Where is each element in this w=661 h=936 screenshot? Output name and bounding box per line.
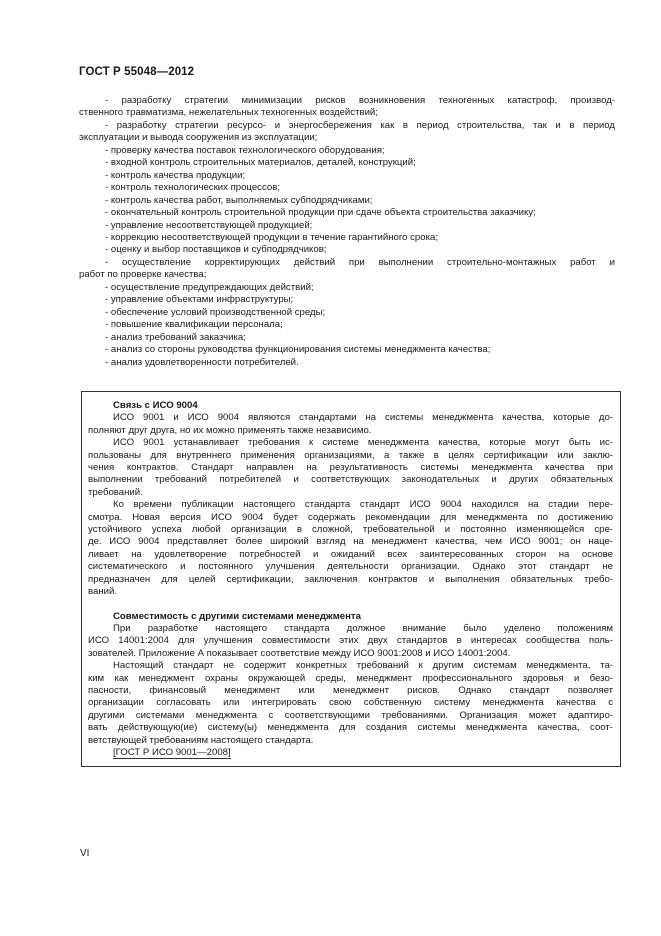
- document-header: ГОСТ Р 55048—2012: [79, 66, 195, 78]
- box-text-line: ИСО 9001 устанавливает требования к системе менеджмента качества, которые могут быть ис-: [113, 437, 613, 449]
- page-number: VI: [80, 848, 90, 859]
- list-item-line: ственного травматизма, нежелательных техногенных воздействий;: [79, 107, 378, 119]
- list-item-line: - контроль качества продукции;: [105, 169, 246, 181]
- list-item-line: - анализ требований заказчика;: [105, 331, 246, 343]
- box-text-line: При разработке настоящего стандарта должное внимание было уделено положениям: [113, 622, 613, 634]
- box-text-line: ливает на удовлетворение потребностей и ожиданий всех заинтересованных сторон на основе: [88, 548, 613, 560]
- box-text-line: пользованы для внутреннего применения организациями, а также в целях сертификации или заклю-: [88, 449, 613, 461]
- list-item-line: - управление несоответствующей продукцией;: [105, 219, 313, 231]
- list-item-line: - повышение квалификации персонала;: [105, 319, 283, 331]
- list-item-line: - оценку и выбор поставщиков и субподрядчиков;: [105, 244, 327, 256]
- list-item-line: - осуществление предупреждающих действий;: [105, 281, 314, 293]
- box-text-line: Ко времени публикации настоящего стандарта стандарт ИСО 9004 находился на стадии пере-: [113, 499, 613, 511]
- list-item-line: работ по проверке качества;: [79, 269, 207, 281]
- box-text-line: зователей. Приложение А показывает соответствие между ИСО 9001:2008 и ИСО 14001:2004.: [88, 647, 511, 659]
- list-item-line: - управление объектами инфраструктуры;: [105, 294, 294, 306]
- box-heading: Связь с ИСО 9004: [113, 400, 198, 411]
- list-item-line: - обеспечение условий производственной среды;: [105, 306, 326, 318]
- box-text-line: систематического и постоянного улучшения деятельности организации. Однако этот стандарт не: [88, 561, 613, 573]
- box-text-line: ким как менеджмент охраны окружающей среды, менеджмент профессионального здоровья и безо-: [88, 672, 613, 684]
- box-heading: Совместимость с другими системами менеджмента: [113, 610, 361, 622]
- box-text-line: требований.: [88, 486, 143, 498]
- box-text-line: чения контрактов. Стандарт направлен на результативность системы менеджмента качества при: [88, 462, 613, 474]
- box-text-line: де. ИСО 9004 представляет более широкий взгляд на менеджмент качества, чем ИСО 9001; он наце-: [88, 536, 613, 548]
- info-box: [81, 391, 621, 767]
- list-item-line: - осуществление корректирующих действий при выполнении строительно-монтажных работ и: [105, 256, 615, 268]
- box-text-line: ИСО 9001 и ИСО 9004 являются стандартами на системы менеджмента качества, которые до-: [113, 412, 613, 424]
- box-text-line: другими системами менеджмента с соответствующими требованиями. Организация может адаптиро-: [88, 709, 613, 721]
- list-item-line: - разработку стратегии ресурсо- и энергосбережения как в период строительства, так и в период: [105, 119, 615, 131]
- list-item-line: - контроль технологических процессов;: [105, 182, 280, 194]
- box-text-line: ваний.: [88, 586, 118, 598]
- list-item-line: - входной контроль строительных материалов, деталей, конструкций;: [105, 157, 416, 169]
- box-text-line: предназначен для целей сертификации, заключения контрактов и выполнения обязательных требо-: [88, 573, 613, 585]
- list-item-line: - анализ удовлетворенности потребителей.: [105, 356, 299, 368]
- requirements-list: [79, 95, 615, 369]
- list-item-line: эксплуатации и вывода сооружения из эксплуатации;: [79, 132, 318, 144]
- box-text-line: устойчивого успеха любой организации в сложной, требовательной и постоянно изменяющейся сре-: [88, 524, 613, 536]
- list-item-line: - разработку стратегии минимизации рисков возникновения техногенных катастроф, производ-: [105, 95, 615, 106]
- box-text-line: полняют друг друга, но их можно применять также независимо.: [88, 424, 372, 436]
- box-text-line: Настоящий стандарт не содержит конкретных требований к другим системам менеджмента, та-: [113, 660, 613, 672]
- source-reference: [88, 747, 613, 759]
- list-item-line: - анализ со стороны руководства функционирования системы менеджмента качества;: [105, 344, 491, 356]
- list-item-line: - коррекцию несоответствующей продукции в течение гарантийного срока;: [105, 231, 439, 243]
- box-text-line: ИСО 14001:2004 для улучшения совместимости этих двух стандартов в интересах сообщества поль-: [88, 635, 613, 647]
- list-item-line: - проверку качества поставок технологического оборудования;: [105, 144, 385, 156]
- source-reference-text: [ГОСТ Р ИСО 9001—2008]: [113, 746, 231, 758]
- box-text-line: организации согласовать или интегрировать свою собственную систему менеджмента качества с: [88, 697, 613, 709]
- list-item-line: - окончательный контроль строительной продукции при сдаче объекта строительства заказчику;: [105, 207, 536, 219]
- list-item-line: - контроль качества работ, выполняемых субподрядчиками;: [105, 194, 373, 206]
- box-text-line: ветствующей требованиям настоящего стандарта.: [88, 734, 314, 746]
- paragraph-gap: [88, 599, 613, 611]
- box-text-line: смотра. Новая версия ИСО 9004 будет содержать рекомендации для менеджмента по достижению: [88, 511, 613, 523]
- box-text-line: пасности, финансовый менеджмент или менеджмент рисков. Однако стандарт позволяет: [88, 684, 613, 696]
- info-box-content: [88, 400, 613, 759]
- box-text-line: вать действующую(ие) систему(ы) менеджмента для создания системы менеджмента качества, соот-: [88, 722, 613, 734]
- box-text-line: выполнении требований потребителей и соответствующих законодательных и других обязательных: [88, 474, 613, 486]
